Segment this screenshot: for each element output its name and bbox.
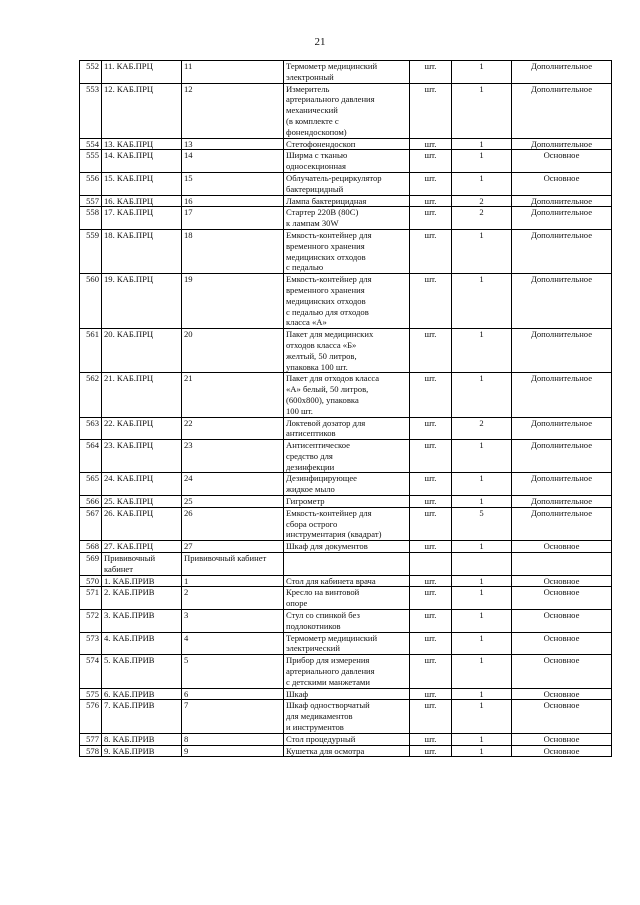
item-unit: шт. [410, 329, 452, 373]
item-position: 14 [182, 150, 284, 173]
table-row [80, 417, 612, 440]
table-row [80, 373, 612, 417]
item-code: 25. КАБ.ПРЦ [102, 496, 182, 508]
item-quantity: 1 [452, 172, 512, 195]
item-quantity: 1 [452, 473, 512, 496]
item-category: Дополнительное [512, 195, 612, 207]
item-code: 13. КАБ.ПРЦ [102, 138, 182, 150]
item-category: Дополнительное [512, 274, 612, 329]
row-number: 560 [80, 274, 102, 329]
item-category: Основное [512, 688, 612, 700]
item-unit: шт. [410, 655, 452, 688]
row-number: 565 [80, 473, 102, 496]
item-category: Дополнительное [512, 83, 612, 138]
row-number: 575 [80, 688, 102, 700]
item-unit [410, 553, 452, 576]
item-category: Основное [512, 700, 612, 733]
item-name: Прибор для измерения артериального давления с детскими манжетами [284, 655, 410, 688]
item-position: 22 [182, 417, 284, 440]
item-quantity: 1 [452, 274, 512, 329]
item-category: Основное [512, 541, 612, 553]
item-position: 27 [182, 541, 284, 553]
item-code: 27. КАБ.ПРЦ [102, 541, 182, 553]
item-position: 2 [182, 587, 284, 610]
item-unit: шт. [410, 138, 452, 150]
row-number: 556 [80, 172, 102, 195]
table-row [80, 507, 612, 540]
item-name: Стол для кабинета врача [284, 575, 410, 587]
item-name: Пакет для отходов класса «А» белый, 50 литров, (600х800), упаковка 100 шт. [284, 373, 410, 417]
item-code: 14. КАБ.ПРЦ [102, 150, 182, 173]
item-unit: шт. [410, 150, 452, 173]
table-row [80, 688, 612, 700]
item-category: Дополнительное [512, 440, 612, 473]
item-quantity: 1 [452, 610, 512, 633]
item-position: 6 [182, 688, 284, 700]
item-quantity: 1 [452, 655, 512, 688]
item-quantity: 5 [452, 507, 512, 540]
item-position: 24 [182, 473, 284, 496]
item-category: Основное [512, 632, 612, 655]
item-name: Кресло на винтовой опоре [284, 587, 410, 610]
item-code: 23. КАБ.ПРЦ [102, 440, 182, 473]
table-row [80, 61, 612, 84]
item-position: 7 [182, 700, 284, 733]
item-position: 12 [182, 83, 284, 138]
row-number: 555 [80, 150, 102, 173]
item-code: 4. КАБ.ПРИВ [102, 632, 182, 655]
row-number: 573 [80, 632, 102, 655]
item-position: 19 [182, 274, 284, 329]
item-code: 21. КАБ.ПРЦ [102, 373, 182, 417]
item-category: Основное [512, 150, 612, 173]
table-row [80, 229, 612, 273]
item-category: Основное [512, 610, 612, 633]
item-category: Основное [512, 172, 612, 195]
item-category: Дополнительное [512, 373, 612, 417]
item-position: 3 [182, 610, 284, 633]
item-code: 24. КАБ.ПРЦ [102, 473, 182, 496]
item-unit: шт. [410, 83, 452, 138]
item-unit: шт. [410, 610, 452, 633]
row-number: 574 [80, 655, 102, 688]
item-position: 26 [182, 507, 284, 540]
table-row [80, 745, 612, 757]
table-row [80, 329, 612, 373]
item-category: Основное [512, 587, 612, 610]
table-row [80, 553, 612, 576]
item-position: 1 [182, 575, 284, 587]
item-category: Основное [512, 733, 612, 745]
item-code: 1. КАБ.ПРИВ [102, 575, 182, 587]
item-quantity: 1 [452, 541, 512, 553]
table-row [80, 575, 612, 587]
item-quantity: 1 [452, 440, 512, 473]
item-quantity: 1 [452, 496, 512, 508]
item-name: Емкость-контейнер для сбора острого инструментария (квадрат) [284, 507, 410, 540]
row-number: 566 [80, 496, 102, 508]
item-code: 8. КАБ.ПРИВ [102, 733, 182, 745]
item-name: Лампа бактерицидная [284, 195, 410, 207]
item-name [284, 553, 410, 576]
item-unit: шт. [410, 733, 452, 745]
item-name: Гигрометр [284, 496, 410, 508]
item-category: Основное [512, 655, 612, 688]
item-unit: шт. [410, 575, 452, 587]
item-position: Прививочный кабинет [182, 553, 284, 576]
item-quantity: 1 [452, 329, 512, 373]
row-number: 578 [80, 745, 102, 757]
item-position: 16 [182, 195, 284, 207]
item-category: Дополнительное [512, 329, 612, 373]
item-code: 6. КАБ.ПРИВ [102, 688, 182, 700]
page-number: 21 [314, 36, 326, 48]
table-row [80, 274, 612, 329]
row-number: 569 [80, 553, 102, 576]
row-number: 563 [80, 417, 102, 440]
item-position: 20 [182, 329, 284, 373]
item-name: Антисептическое средство для дезинфекции [284, 440, 410, 473]
item-quantity: 1 [452, 373, 512, 417]
item-quantity: 1 [452, 150, 512, 173]
item-quantity: 1 [452, 733, 512, 745]
item-quantity: 1 [452, 575, 512, 587]
item-name: Шкаф [284, 688, 410, 700]
item-position: 23 [182, 440, 284, 473]
item-code: 19. КАБ.ПРЦ [102, 274, 182, 329]
item-category: Дополнительное [512, 138, 612, 150]
item-code: 18. КАБ.ПРЦ [102, 229, 182, 273]
item-unit: шт. [410, 473, 452, 496]
row-number: 557 [80, 195, 102, 207]
item-position: 13 [182, 138, 284, 150]
item-unit: шт. [410, 587, 452, 610]
item-category: Основное [512, 575, 612, 587]
item-name: Стул со спинкой без подлокотников [284, 610, 410, 633]
item-quantity: 2 [452, 195, 512, 207]
item-unit: шт. [410, 507, 452, 540]
item-name: Шкаф для документов [284, 541, 410, 553]
item-quantity [452, 553, 512, 576]
row-number: 570 [80, 575, 102, 587]
row-number: 562 [80, 373, 102, 417]
item-category: Дополнительное [512, 496, 612, 508]
item-unit: шт. [410, 688, 452, 700]
table-row [80, 473, 612, 496]
item-name: Дезинфицирующее жидкое мыло [284, 473, 410, 496]
item-quantity: 1 [452, 745, 512, 757]
item-code: 7. КАБ.ПРИВ [102, 700, 182, 733]
row-number: 571 [80, 587, 102, 610]
item-unit: шт. [410, 745, 452, 757]
item-unit: шт. [410, 700, 452, 733]
equipment-table [79, 60, 612, 757]
row-number: 561 [80, 329, 102, 373]
item-name: Стол процедурный [284, 733, 410, 745]
item-position: 15 [182, 172, 284, 195]
item-name: Ширма с тканью односекционная [284, 150, 410, 173]
item-code: 2. КАБ.ПРИВ [102, 587, 182, 610]
table-row [80, 632, 612, 655]
item-name: Емкость-контейнер для временного хранения медицинских отходов с педалью [284, 229, 410, 273]
item-name: Измеритель артериального давления механический (в комплекте с фонендоскопом) [284, 83, 410, 138]
item-position: 25 [182, 496, 284, 508]
item-name: Локтевой дозатор для антисептиков [284, 417, 410, 440]
item-quantity: 1 [452, 700, 512, 733]
item-code: 11. КАБ.ПРЦ [102, 61, 182, 84]
item-code: 9. КАБ.ПРИВ [102, 745, 182, 757]
row-number: 576 [80, 700, 102, 733]
item-category: Дополнительное [512, 507, 612, 540]
item-unit: шт. [410, 274, 452, 329]
item-category: Дополнительное [512, 207, 612, 230]
table-row [80, 733, 612, 745]
item-quantity: 1 [452, 61, 512, 84]
item-position: 17 [182, 207, 284, 230]
item-name: Термометр медицинский электрический [284, 632, 410, 655]
item-unit: шт. [410, 541, 452, 553]
row-number: 554 [80, 138, 102, 150]
item-quantity: 1 [452, 229, 512, 273]
table-row [80, 195, 612, 207]
item-unit: шт. [410, 195, 452, 207]
item-unit: шт. [410, 61, 452, 84]
item-code: 17. КАБ.ПРЦ [102, 207, 182, 230]
item-unit: шт. [410, 172, 452, 195]
item-category: Основное [512, 745, 612, 757]
item-quantity: 1 [452, 587, 512, 610]
item-quantity: 1 [452, 688, 512, 700]
row-number: 577 [80, 733, 102, 745]
row-number: 559 [80, 229, 102, 273]
item-unit: шт. [410, 496, 452, 508]
item-position: 4 [182, 632, 284, 655]
table-row [80, 496, 612, 508]
item-unit: шт. [410, 417, 452, 440]
item-unit: шт. [410, 207, 452, 230]
table-row [80, 83, 612, 138]
item-position: 11 [182, 61, 284, 84]
table-row [80, 150, 612, 173]
item-category: Дополнительное [512, 473, 612, 496]
item-position: 9 [182, 745, 284, 757]
table-row [80, 610, 612, 633]
item-name: Облучатель-рециркулятор бактерицидный [284, 172, 410, 195]
item-code: 20. КАБ.ПРЦ [102, 329, 182, 373]
item-unit: шт. [410, 373, 452, 417]
row-number: 567 [80, 507, 102, 540]
item-code: Прививочный кабинет [102, 553, 182, 576]
item-quantity: 1 [452, 632, 512, 655]
item-unit: шт. [410, 632, 452, 655]
row-number: 572 [80, 610, 102, 633]
row-number: 558 [80, 207, 102, 230]
table-row [80, 207, 612, 230]
item-code: 16. КАБ.ПРЦ [102, 195, 182, 207]
item-position: 18 [182, 229, 284, 273]
item-code: 22. КАБ.ПРЦ [102, 417, 182, 440]
item-category [512, 553, 612, 576]
item-name: Емкость-контейнер для временного хранения медицинских отходов с педалью для отходов класса «А» [284, 274, 410, 329]
item-code: 5. КАБ.ПРИВ [102, 655, 182, 688]
item-quantity: 2 [452, 417, 512, 440]
item-quantity: 1 [452, 83, 512, 138]
item-position: 21 [182, 373, 284, 417]
item-unit: шт. [410, 229, 452, 273]
table-row [80, 440, 612, 473]
item-name: Стетофонендоскоп [284, 138, 410, 150]
item-unit: шт. [410, 440, 452, 473]
table-row [80, 655, 612, 688]
item-category: Дополнительное [512, 229, 612, 273]
item-name: Стартер 220В (80С) к лампам 30W [284, 207, 410, 230]
item-name: Кушетка для осмотра [284, 745, 410, 757]
table-row [80, 172, 612, 195]
item-position: 8 [182, 733, 284, 745]
table-row [80, 138, 612, 150]
item-quantity: 1 [452, 138, 512, 150]
item-quantity: 2 [452, 207, 512, 230]
item-name: Пакет для медицинских отходов класса «Б» желтый, 50 литров, упаковка 100 шт. [284, 329, 410, 373]
item-position: 5 [182, 655, 284, 688]
table-row [80, 587, 612, 610]
table-row [80, 541, 612, 553]
item-name: Шкаф одностворчатый для медикаментов и инструментов [284, 700, 410, 733]
item-category: Дополнительное [512, 417, 612, 440]
row-number: 553 [80, 83, 102, 138]
row-number: 552 [80, 61, 102, 84]
item-code: 15. КАБ.ПРЦ [102, 172, 182, 195]
row-number: 568 [80, 541, 102, 553]
item-category: Дополнительное [512, 61, 612, 84]
item-code: 12. КАБ.ПРЦ [102, 83, 182, 138]
table-row [80, 700, 612, 733]
item-name: Термометр медицинский электронный [284, 61, 410, 84]
item-code: 3. КАБ.ПРИВ [102, 610, 182, 633]
item-code: 26. КАБ.ПРЦ [102, 507, 182, 540]
row-number: 564 [80, 440, 102, 473]
